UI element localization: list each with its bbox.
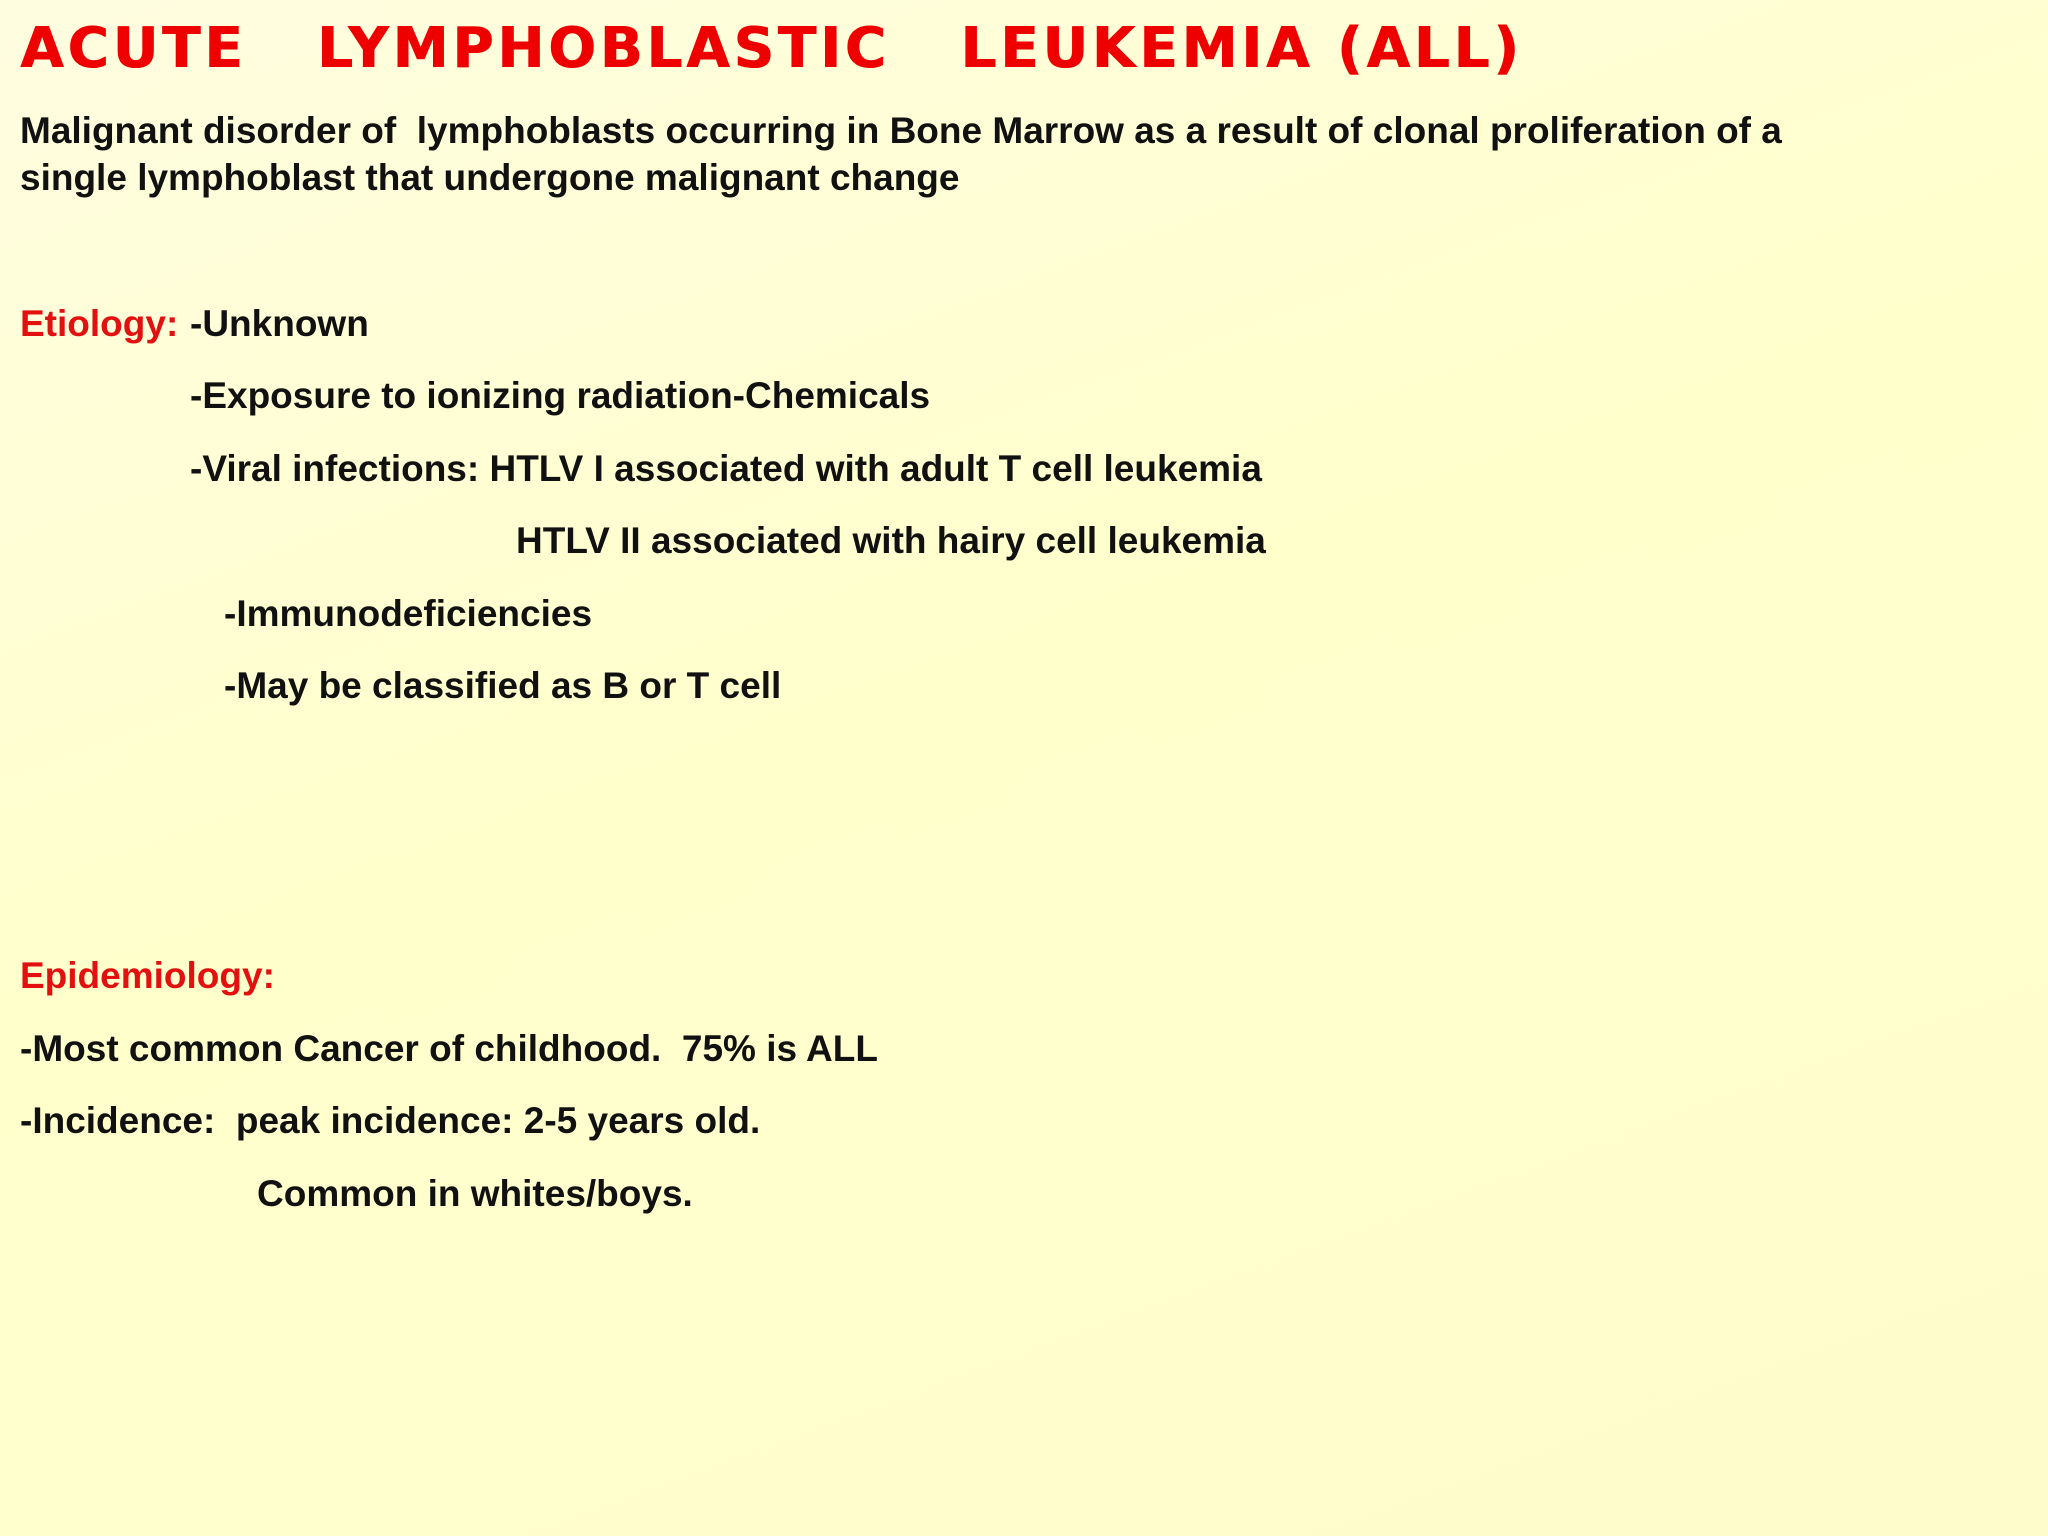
- etiology-item: -Viral infections: HTLV I associated with adult T cell leukemia: [190, 448, 1262, 489]
- epidemiology-item: -Most common Cancer of childhood. 75% is ALL: [20, 1028, 878, 1069]
- etiology-item: -Exposure to ionizing radiation-Chemicals: [190, 375, 931, 416]
- etiology-item: -Unknown: [190, 303, 369, 344]
- intro-line: single lymphoblast that undergone malignant change: [20, 157, 960, 198]
- etiology-item: -Immunodeficiencies: [224, 593, 593, 634]
- etiology-item: HTLV II associated with hairy cell leukemia: [516, 520, 1266, 561]
- intro-paragraph: [20, 107, 2000, 201]
- etiology-item: -May be classified as B or T cell: [224, 665, 782, 706]
- slide-title: ACUTE LYMPHOBLASTIC LEUKEMIA (ALL): [20, 16, 1523, 81]
- epidemiology-heading: Epidemiology:: [20, 955, 275, 996]
- etiology-heading: Etiology:: [20, 303, 179, 344]
- epidemiology-item: Common in whites/boys.: [257, 1173, 693, 1214]
- intro-line: Malignant disorder of lymphoblasts occurring in Bone Marrow as a result of clonal proliferation of a: [20, 110, 1782, 151]
- epidemiology-item: -Incidence: peak incidence: 2-5 years old.: [20, 1100, 761, 1141]
